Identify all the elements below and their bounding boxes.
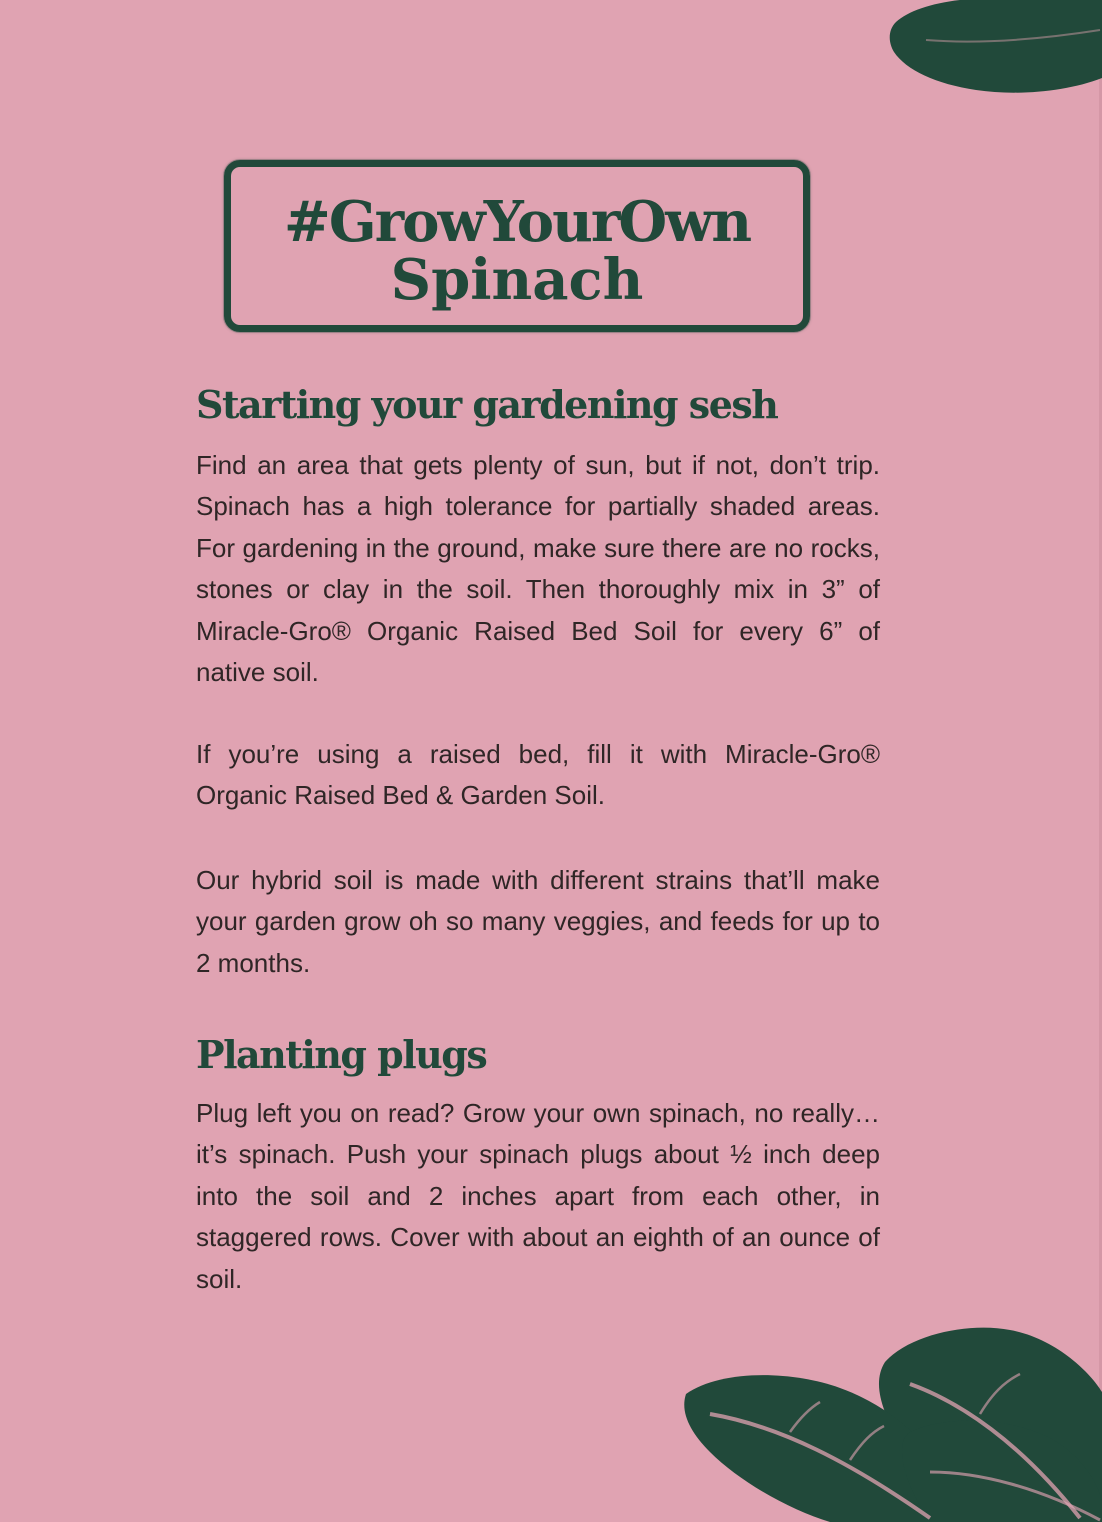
spinach-leaves-icon xyxy=(680,1322,1102,1522)
section-heading-starting: Starting your gardening sesh xyxy=(196,382,778,427)
paragraph-hybrid-soil: Our hybrid soil is made with different strains that’ll make your garden grow oh so many veggies, and feeds for up to 2 months. xyxy=(196,865,880,978)
paragraph-planting-plugs: Plug left you on read? Grow your own spinach, no really…it’s spinach. Push your spinach plugs about ½ inch deep into the soil and 2 inches apart from each other, in staggered rows. Cover with about an eighth of an ounce of soil. xyxy=(196,1098,880,1294)
spinach-leaf-icon xyxy=(886,0,1102,96)
section-heading-planting: Planting plugs xyxy=(196,1032,487,1077)
title-line-2: Spinach xyxy=(390,247,644,313)
paragraph-raised-bed: If you’re using a raised bed, fill it with Miracle-Gro® Organic Raised Bed & Garden Soil. xyxy=(196,739,880,811)
title-line-1: #GrowYourOwn xyxy=(283,189,751,255)
title-stamp xyxy=(224,160,810,332)
paragraph-sun-and-soil: Find an area that gets plenty of sun, but if not, don’t trip. Spinach has a high tolerance for partially shaded areas. For gardening in the ground, make sure there are no rocks, stones or clay in the soil. Then thoroughly mix in 3” of Miracle-Gro® Organic Raised Bed Soil for every 6” of native soil. xyxy=(196,450,880,688)
